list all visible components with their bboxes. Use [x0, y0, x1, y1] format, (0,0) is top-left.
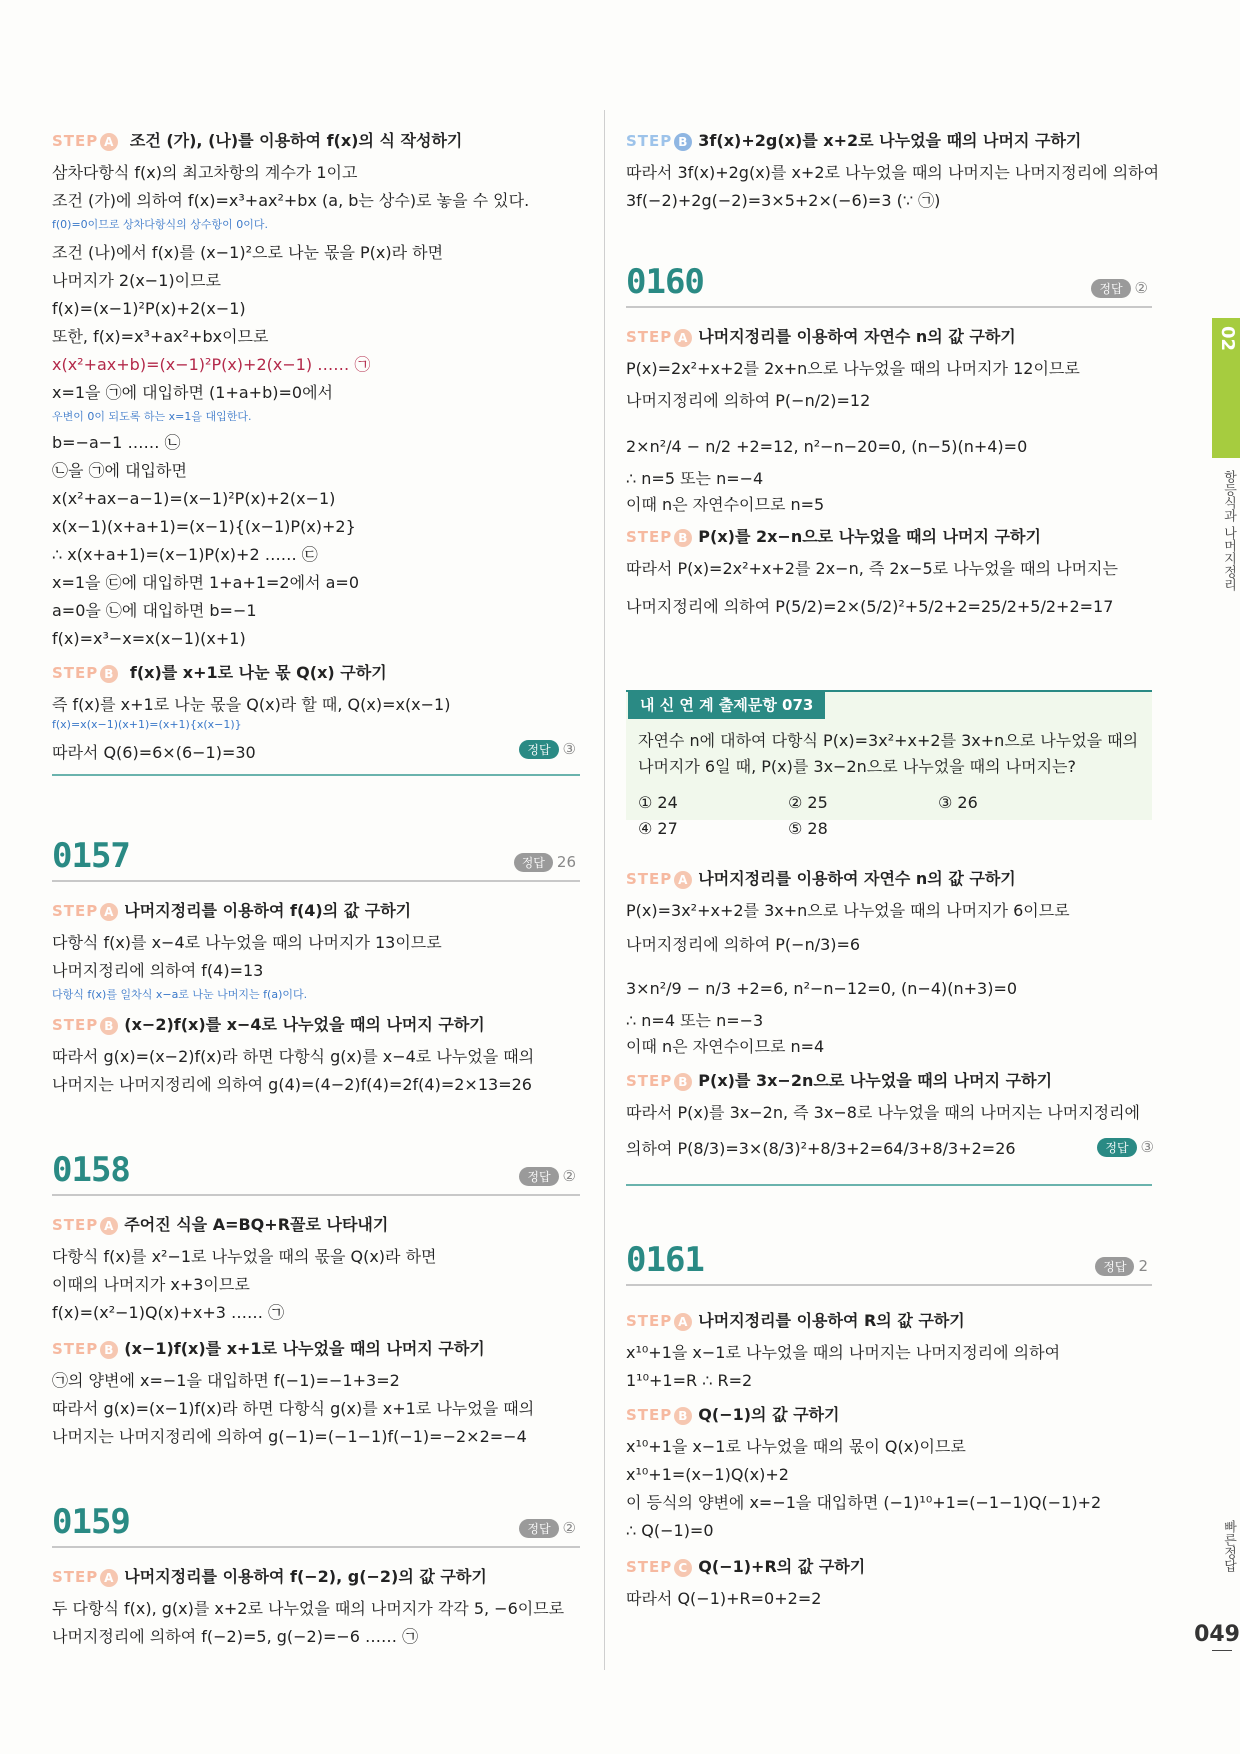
- text-line: ㉡을 ㉠에 대입하면: [52, 461, 187, 480]
- text-line: ∴ Q(−1)=0: [626, 1521, 714, 1540]
- text-line: 나머지정리에 의하여 P(5/2)=2×(5/2)²+5/2+2=25/2+5/2+2=17: [626, 597, 1114, 616]
- text-line: a=0을 ㉡에 대입하면 b=−1: [52, 601, 257, 620]
- step-b-heading: STEP B Q(−1)의 값 구하기: [626, 1405, 840, 1424]
- step-b-heading: STEP B P(x)를 3x−2n으로 나누었을 때의 나머지 구하기: [626, 1071, 1053, 1090]
- answer-badge: 정답 ②: [519, 1167, 576, 1186]
- column-divider: [604, 110, 605, 1670]
- step-c-heading: STEP C Q(−1)+R의 값 구하기: [626, 1557, 866, 1576]
- text-line: 나머지정리에 의하여 P(−n/3)=6: [626, 935, 861, 954]
- text-line: x¹⁰+1=(x−1)Q(x)+2: [626, 1465, 789, 1484]
- step-a-heading: STEP A 나머지정리를 이용하여 f(−2), g(−2)의 값 구하기: [52, 1567, 487, 1586]
- text-line: 따라서 P(x)를 3x−2n, 즉 3x−8로 나누었을 때의 나머지는 나머지정리에: [626, 1103, 1141, 1122]
- text-line: 이때 n은 자연수이므로 n=5: [626, 495, 825, 514]
- problem-header-0159: [52, 1502, 580, 1548]
- problem-header-0158: [52, 1150, 580, 1196]
- step-b-heading: STEP B (x−2)f(x)를 x−4로 나누었을 때의 나머지 구하기: [52, 1015, 485, 1034]
- text-line: 나머지정리에 의하여 f(−2)=5, g(−2)=−6 …… ㉠: [52, 1627, 419, 1646]
- text-line: x(x−1)(x+a+1)=(x−1){(x−1)P(x)+2}: [52, 517, 356, 536]
- text-line: x¹⁰+1을 x−1로 나누었을 때의 몫이 Q(x)이므로: [626, 1437, 966, 1456]
- text-line: P(x)=3x²+x+2를 3x+n으로 나누었을 때의 나머지가 6이므로: [626, 901, 1070, 920]
- choice-4: ④ 27: [638, 819, 678, 838]
- step-b-heading: STEP B f(x)를 x+1로 나눈 몫 Q(x) 구하기: [52, 663, 387, 682]
- problem-number: 0161: [626, 1240, 704, 1280]
- step-a-heading: STEP A 나머지정리를 이용하여 R의 값 구하기: [626, 1311, 965, 1330]
- text-line: 나머지정리에 의하여 f(4)=13: [52, 961, 264, 980]
- chapter-number: 02: [1217, 326, 1238, 352]
- text-line: ∴ x(x+a+1)=(x−1)P(x)+2 …… ㉢: [52, 545, 318, 564]
- text-line: 이 등식의 양변에 x=−1을 대입하면 (−1)¹⁰+1=(−1−1)Q(−1)+2: [626, 1493, 1102, 1512]
- choice-1: ① 24: [638, 793, 678, 812]
- text-line: 즉 f(x)를 x+1로 나눈 몫을 Q(x)라 할 때, Q(x)=x(x−1): [52, 695, 451, 714]
- section-end-line: [626, 1184, 1152, 1186]
- text-line: f(x)=(x²−1)Q(x)+x+3 …… ㉠: [52, 1303, 285, 1322]
- text-line: x(x²+ax−a−1)=(x−1)²P(x)+2(x−1): [52, 489, 336, 508]
- text-line: 따라서 g(x)=(x−2)f(x)라 하면 다항식 g(x)를 x−4로 나누었을 때의: [52, 1047, 535, 1066]
- page-rule: [1212, 1650, 1232, 1651]
- answer-badge: 정답 ②: [519, 1519, 576, 1538]
- text-line: 따라서 P(x)=2x²+x+2를 2x−n, 즉 2x−5로 나누었을 때의 나머지는: [626, 559, 1118, 578]
- chapter-title: 항등식과 나머지정리: [1221, 470, 1236, 592]
- step-a-heading: STEP A 나머지정리를 이용하여 자연수 n의 값 구하기: [626, 327, 1016, 346]
- choice-2: ② 25: [788, 793, 828, 812]
- step-a-heading: STEP A 나머지정리를 이용하여 f(4)의 값 구하기: [52, 901, 412, 920]
- exam-tab: 내 신 연 계 출제문항 073: [628, 690, 825, 719]
- choice-5: ⑤ 28: [788, 819, 828, 838]
- text-line: 나머지는 나머지정리에 의하여 g(4)=(4−2)f(4)=2f(4)=2×13=26: [52, 1075, 532, 1094]
- text-line: 3f(−2)+2g(−2)=3×5+2×(−6)=3 (∵ ㉠): [626, 191, 941, 210]
- margin-note: f(x)=x(x−1)(x+1)=(x+1){x(x−1)}: [52, 718, 242, 731]
- text-line: 따라서 Q(−1)+R=0+2=2: [626, 1589, 822, 1608]
- step-a-heading: STEP A 조건 (가), (나)를 이용하여 f(x)의 식 작성하기: [52, 131, 463, 150]
- problem-header-0157: [52, 836, 580, 882]
- question-line: 자연수 n에 대하여 다항식 P(x)=3x²+x+2를 3x+n으로 나누었을 때의: [638, 731, 1139, 750]
- text-line: 두 다항식 f(x), g(x)를 x+2로 나누었을 때의 나머지가 각각 5, −6이므로: [52, 1599, 565, 1618]
- text-line: 1¹⁰+1=R ∴ R=2: [626, 1371, 753, 1390]
- text-line: x(x²+ax+b)=(x−1)²P(x)+2(x−1) …… ㉠: [52, 355, 371, 374]
- text-line: 이때 n은 자연수이므로 n=4: [626, 1037, 825, 1056]
- text-line: 조건 (가)에 의하여 f(x)=x³+ax²+bx (a, b는 상수)로 놓을 수 있다.: [52, 191, 530, 210]
- problem-header-0160: [626, 262, 1152, 308]
- text-line: 따라서 3f(x)+2g(x)를 x+2로 나누었을 때의 나머지는 나머지정리에 의하여: [626, 163, 1160, 182]
- text-line: ∴ n=5 또는 n=−4: [626, 469, 764, 488]
- text-line: 다항식 f(x)를 x²−1로 나누었을 때의 몫을 Q(x)라 하면: [52, 1247, 437, 1266]
- text-line: 나머지정리에 의하여 P(−n/2)=12: [626, 391, 871, 410]
- text-line: f(x)=(x−1)²P(x)+2(x−1): [52, 299, 246, 318]
- step-b-heading: STEP B (x−1)f(x)를 x+1로 나누었을 때의 나머지 구하기: [52, 1339, 485, 1358]
- text-line: 따라서 g(x)=(x−1)f(x)라 하면 다항식 g(x)를 x+1로 나누었을 때의: [52, 1399, 535, 1418]
- margin-note: 다항식 f(x)를 일차식 x−a로 나눈 나머지는 f(a)이다.: [52, 988, 308, 1001]
- text-line: ㉠의 양변에 x=−1을 대입하면 f(−1)=−1+3=2: [52, 1371, 400, 1390]
- section-end-line: [52, 774, 580, 776]
- answer-badge: 정답 2: [1095, 1257, 1148, 1276]
- problem-header-0161: [626, 1240, 1152, 1286]
- text-line: 조건 (나)에서 f(x)를 (x−1)²으로 나눈 몫을 P(x)라 하면: [52, 243, 444, 262]
- step-b-heading: STEP B P(x)를 2x−n으로 나누었을 때의 나머지 구하기: [626, 527, 1041, 546]
- step-b-heading: STEP B 3f(x)+2g(x)를 x+2로 나누었을 때의 나머지 구하기: [626, 131, 1082, 150]
- text-line: 3×n²/9 − n/3 +2=6, n²−n−12=0, (n−4)(n+3)=0: [626, 979, 1018, 998]
- problem-number: 0158: [52, 1150, 130, 1190]
- text-line: 나머지는 나머지정리에 의하여 g(−1)=(−1−1)f(−1)=−2×2=−4: [52, 1427, 527, 1446]
- text-line: f(x)=x³−x=x(x−1)(x+1): [52, 629, 246, 648]
- text-line: b=−a−1 …… ㉡: [52, 433, 181, 452]
- text-line: ∴ n=4 또는 n=−3: [626, 1011, 764, 1030]
- problem-number: 0159: [52, 1502, 130, 1542]
- text-line: P(x)=2x²+x+2를 2x+n으로 나누었을 때의 나머지가 12이므로: [626, 359, 1080, 378]
- text-line: 의하여 P(8/3)=3×(8/3)²+8/3+2=64/3+8/3+2=26: [626, 1139, 1016, 1158]
- margin-note: 우변이 0이 되도록 하는 x=1을 대입한다.: [52, 410, 252, 423]
- text-line: x¹⁰+1을 x−1로 나누었을 때의 나머지는 나머지정리에 의하여: [626, 1343, 1061, 1362]
- question-line: 나머지가 6일 때, P(x)를 3x−2n으로 나누었을 때의 나머지는?: [638, 757, 1077, 776]
- text-line: 삼차다항식 f(x)의 최고차항의 계수가 1이고: [52, 163, 358, 182]
- text-line: 따라서 Q(6)=6×(6−1)=30: [52, 743, 256, 762]
- text-line: 또한, f(x)=x³+ax²+bx이므로: [52, 327, 269, 346]
- margin-note: f(0)=0이므로 상차다항식의 상수항이 0이다.: [52, 218, 269, 231]
- problem-number: 0157: [52, 836, 130, 876]
- text-line: x=1을 ㉠에 대입하면 (1+a+b)=0에서: [52, 383, 333, 402]
- step-a-heading: STEP A 주어진 식을 A=BQ+R꼴로 나타내기: [52, 1215, 389, 1234]
- step-a-heading: STEP A 나머지정리를 이용하여 자연수 n의 값 구하기: [626, 869, 1016, 888]
- answer-badge: 정답 ③: [1097, 1138, 1154, 1157]
- answer-badge: 정답 ②: [1091, 279, 1148, 298]
- related-exam-box: [626, 690, 1152, 820]
- quick-answer-label: 빠른정답: [1221, 1520, 1236, 1572]
- page-number: 049: [1194, 1622, 1240, 1647]
- answer-badge: 정답 ③: [519, 740, 576, 759]
- text-line: x=1을 ㉢에 대입하면 1+a+1=2에서 a=0: [52, 573, 359, 592]
- problem-number: 0160: [626, 262, 704, 302]
- text-line: 이때의 나머지가 x+3이므로: [52, 1275, 250, 1294]
- text-line: 2×n²/4 − n/2 +2=12, n²−n−20=0, (n−5)(n+4)=0: [626, 437, 1028, 456]
- answer-badge: 정답 26: [514, 853, 576, 872]
- text-line: 다항식 f(x)를 x−4로 나누었을 때의 나머지가 13이므로: [52, 933, 442, 952]
- choice-3: ③ 26: [938, 793, 978, 812]
- text-line: 나머지가 2(x−1)이므로: [52, 271, 221, 290]
